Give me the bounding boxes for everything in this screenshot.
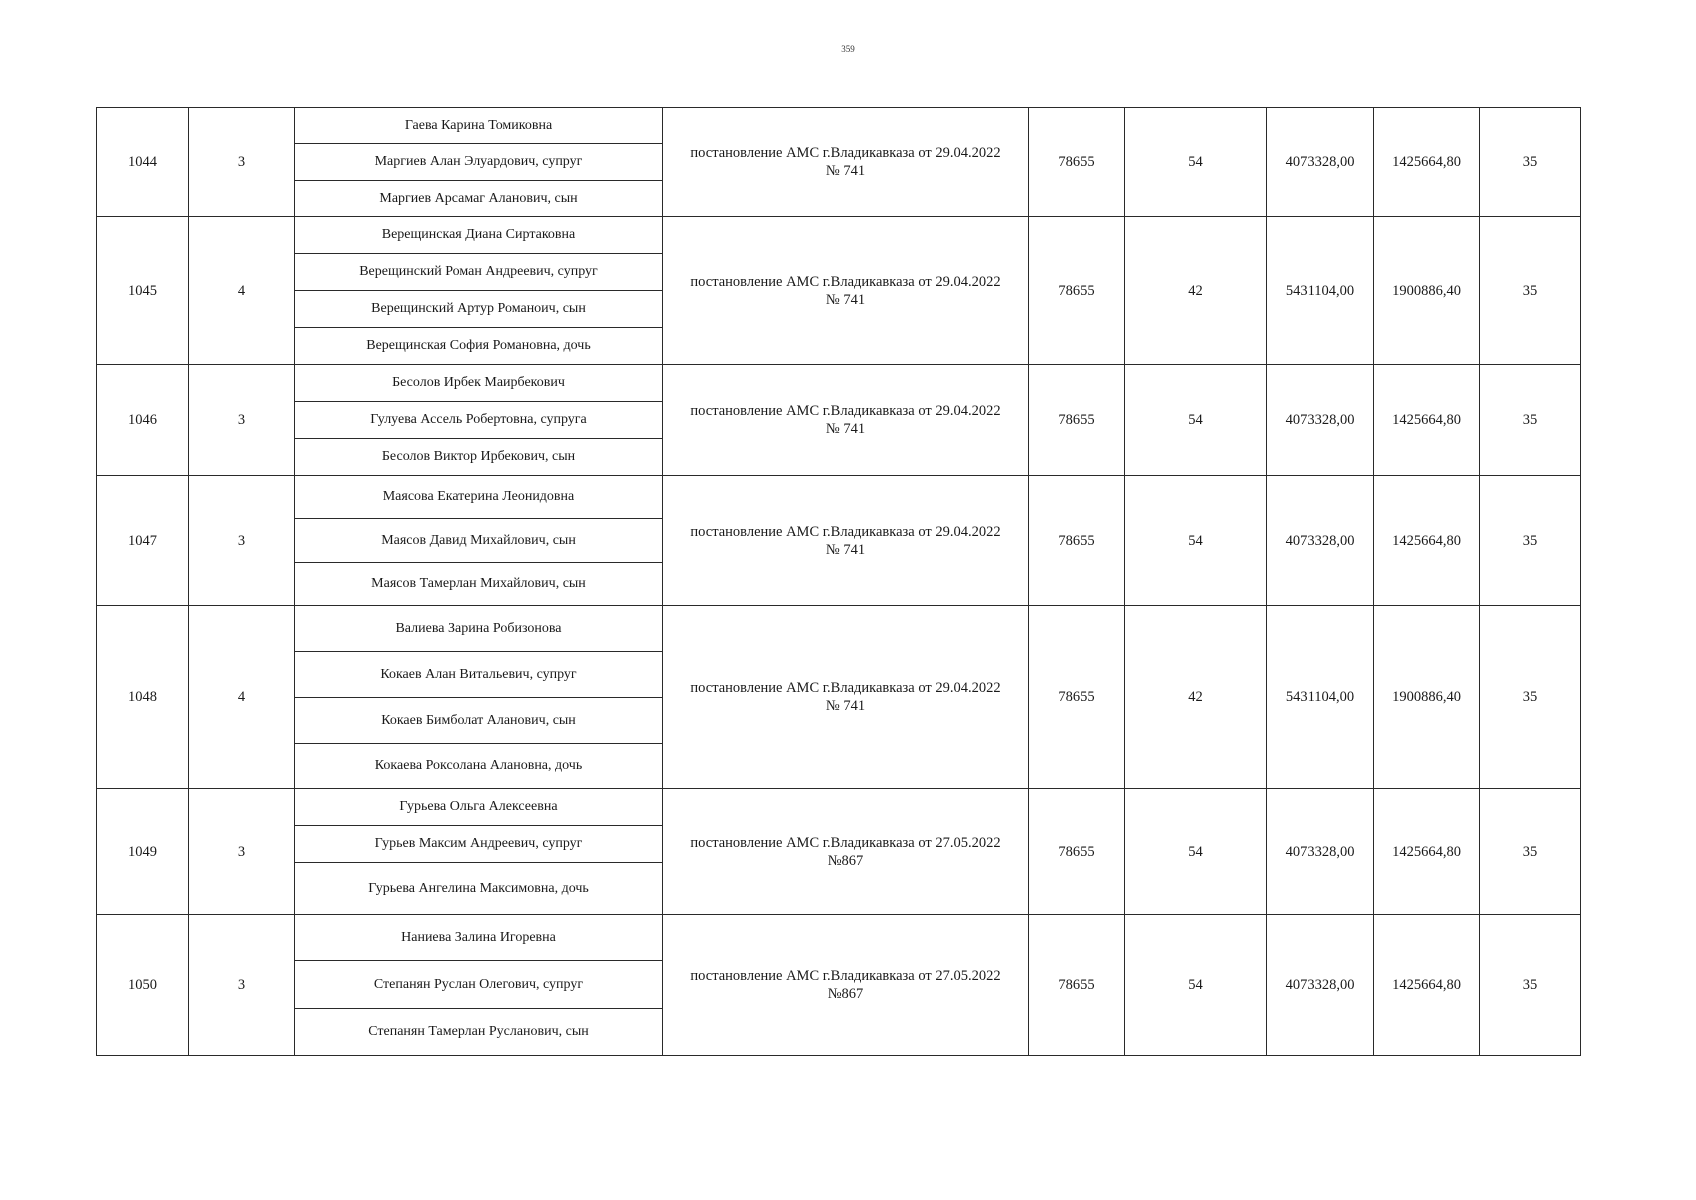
family-member: Бесолов Ирбек Маирбекович <box>295 365 663 402</box>
percent: 35 <box>1480 915 1581 1056</box>
family-member: Верещинский Роман Андреевич, супруг <box>295 254 663 291</box>
decree-cell <box>663 108 1029 217</box>
norm-cost: 78655 <box>1029 108 1125 217</box>
family-size: 3 <box>189 915 295 1056</box>
area: 54 <box>1125 108 1267 217</box>
row-number: 1045 <box>97 217 189 365</box>
total-amount: 4073328,00 <box>1267 365 1374 476</box>
family-member: Маясов Давид Михайлович, сын <box>295 519 663 563</box>
family-member: Степанян Руслан Олегович, супруг <box>295 961 663 1009</box>
family-size: 4 <box>189 606 295 789</box>
family-member: Маргиев Арсамаг Аланович, сын <box>295 181 663 217</box>
total-amount: 4073328,00 <box>1267 108 1374 217</box>
family-member: Верещинская София Романовна, дочь <box>295 328 663 365</box>
family-member: Кокаева Роксолана Алановна, дочь <box>295 744 663 789</box>
area: 54 <box>1125 365 1267 476</box>
family-member: Маясов Тамерлан Михайлович, сын <box>295 563 663 606</box>
payment-amount: 1425664,80 <box>1374 108 1480 217</box>
payment-amount: 1425664,80 <box>1374 365 1480 476</box>
decree-text: постановление АМС г.Владикавказа от 29.04.2022 <box>690 523 1001 540</box>
table-row <box>97 108 1581 144</box>
decree-cell <box>663 217 1029 365</box>
family-member: Верещинский Артур Романоич, сын <box>295 291 663 328</box>
decree-number: № 741 <box>825 698 866 714</box>
percent: 35 <box>1480 789 1581 915</box>
area: 42 <box>1125 217 1267 365</box>
total-amount: 4073328,00 <box>1267 789 1374 915</box>
table-row <box>97 476 1581 519</box>
beneficiary-table-wrap <box>96 107 1580 1056</box>
family-member: Кокаев Алан Витальевич, супруг <box>295 652 663 698</box>
decree-text: постановление АМС г.Владикавказа от 29.04.2022 <box>690 273 1001 290</box>
decree-number: № 741 <box>825 421 866 437</box>
family-member: Степанян Тамерлан Русланович, сын <box>295 1009 663 1056</box>
page-number: 359 <box>841 44 855 54</box>
norm-cost: 78655 <box>1029 217 1125 365</box>
decree-cell <box>663 476 1029 606</box>
family-member: Валиева Зарина Робизонова <box>295 606 663 652</box>
decree-cell <box>663 789 1029 915</box>
decree-number: № 741 <box>825 163 866 179</box>
family-size: 4 <box>189 217 295 365</box>
norm-cost: 78655 <box>1029 606 1125 789</box>
decree-cell <box>663 915 1029 1056</box>
decree-cell <box>663 365 1029 476</box>
family-size: 3 <box>189 108 295 217</box>
table-row <box>97 217 1581 254</box>
table-row <box>97 365 1581 402</box>
row-number: 1046 <box>97 365 189 476</box>
decree-number: №867 <box>827 986 864 1002</box>
family-member: Гурьева Ольга Алексеевна <box>295 789 663 826</box>
table-row <box>97 789 1581 826</box>
norm-cost: 78655 <box>1029 476 1125 606</box>
row-number: 1049 <box>97 789 189 915</box>
decree-text: постановление АМС г.Владикавказа от 29.04.2022 <box>690 680 1001 696</box>
area: 54 <box>1125 476 1267 606</box>
payment-amount: 1425664,80 <box>1374 476 1480 606</box>
family-size: 3 <box>189 476 295 606</box>
percent: 35 <box>1480 476 1581 606</box>
family-member: Гаева Карина Томиковна <box>295 108 663 144</box>
family-member: Маргиев Алан Элуардович, супруг <box>295 144 663 181</box>
family-size: 3 <box>189 365 295 476</box>
area: 42 <box>1125 606 1267 789</box>
total-amount: 5431104,00 <box>1267 606 1374 789</box>
family-member: Маясова Екатерина Леонидовна <box>295 476 663 519</box>
total-amount: 4073328,00 <box>1267 915 1374 1056</box>
decree-number: № 741 <box>825 291 866 308</box>
decree-text: постановление АМС г.Владикавказа от 27.05.2022 <box>690 834 1001 851</box>
area: 54 <box>1125 789 1267 915</box>
norm-cost: 78655 <box>1029 365 1125 476</box>
payment-amount: 1900886,40 <box>1374 606 1480 789</box>
table-row <box>97 606 1581 652</box>
family-member: Гулуева Ассель Робертовна, супруга <box>295 402 663 439</box>
family-member: Верещинская Диана Сиртаковна <box>295 217 663 254</box>
decree-number: №867 <box>827 852 864 869</box>
family-size: 3 <box>189 789 295 915</box>
family-member: Гурьев Максим Андреевич, супруг <box>295 826 663 863</box>
percent: 35 <box>1480 365 1581 476</box>
decree-cell <box>663 606 1029 789</box>
row-number: 1044 <box>97 108 189 217</box>
row-number: 1048 <box>97 606 189 789</box>
row-number: 1047 <box>97 476 189 606</box>
decree-number: № 741 <box>825 541 866 558</box>
decree-text: постановление АМС г.Владикавказа от 27.05.2022 <box>690 968 1001 984</box>
family-member: Гурьева Ангелина Максимовна, дочь <box>295 863 663 915</box>
row-number: 1050 <box>97 915 189 1056</box>
norm-cost: 78655 <box>1029 915 1125 1056</box>
family-member: Кокаев Бимболат Аланович, сын <box>295 698 663 744</box>
percent: 35 <box>1480 606 1581 789</box>
norm-cost: 78655 <box>1029 789 1125 915</box>
percent: 35 <box>1480 108 1581 217</box>
family-member: Бесолов Виктор Ирбекович, сын <box>295 439 663 476</box>
table-row <box>97 915 1581 961</box>
total-amount: 4073328,00 <box>1267 476 1374 606</box>
payment-amount: 1425664,80 <box>1374 789 1480 915</box>
total-amount: 5431104,00 <box>1267 217 1374 365</box>
decree-text: постановление АМС г.Владикавказа от 29.04.2022 <box>690 145 1001 161</box>
family-member: Наниева Залина Игоревна <box>295 915 663 961</box>
payment-amount: 1900886,40 <box>1374 217 1480 365</box>
payment-amount: 1425664,80 <box>1374 915 1480 1056</box>
area: 54 <box>1125 915 1267 1056</box>
percent: 35 <box>1480 217 1581 365</box>
beneficiary-table <box>96 107 1581 1056</box>
decree-text: постановление АМС г.Владикавказа от 29.04.2022 <box>690 403 1001 419</box>
